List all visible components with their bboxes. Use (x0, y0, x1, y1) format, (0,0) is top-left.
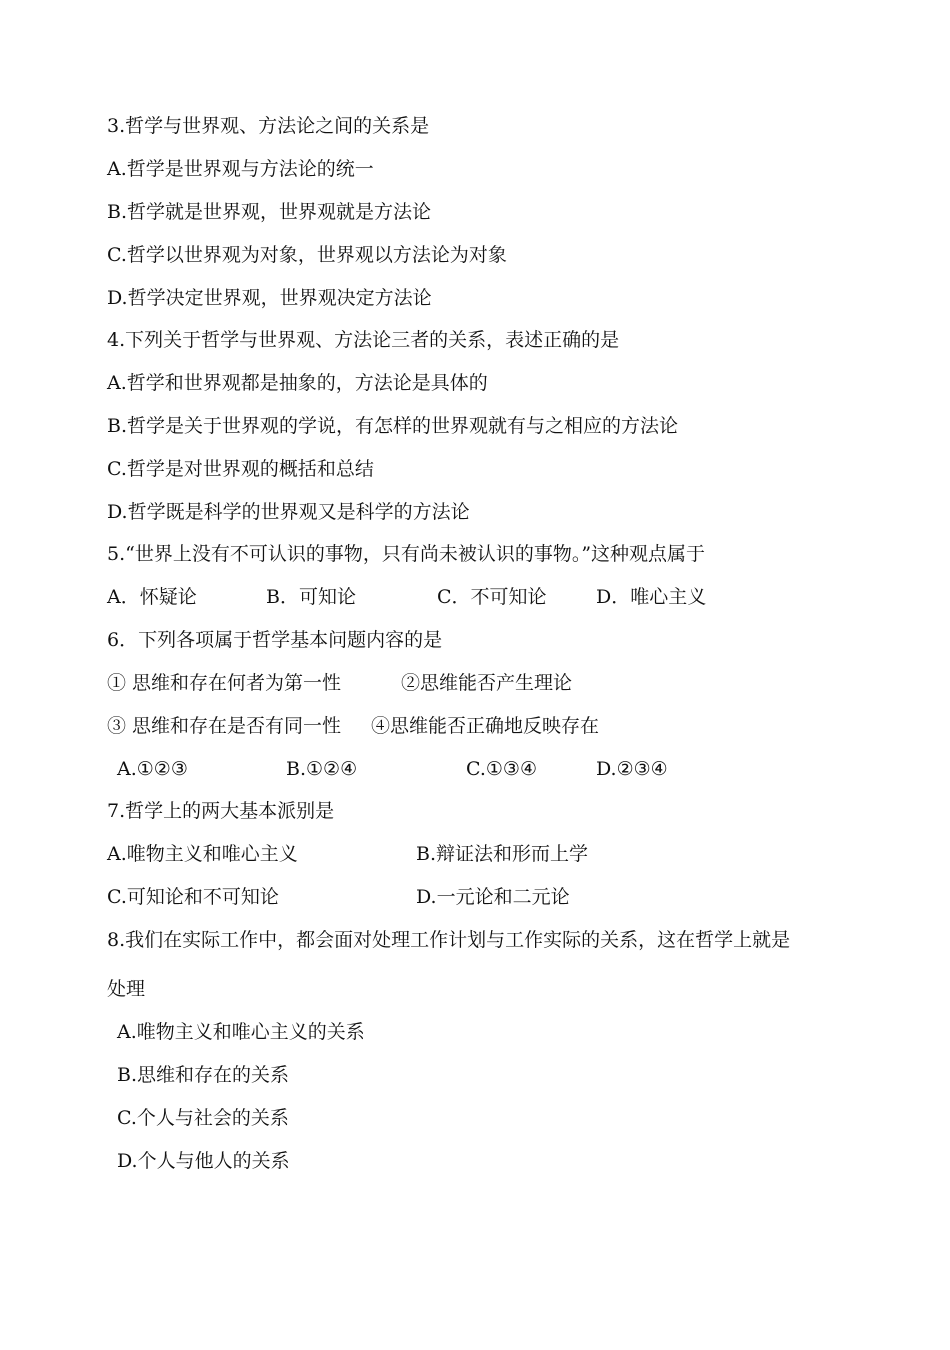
question-5-option-a: A．怀疑论 (107, 586, 197, 608)
question-5-stem: 5.“世界上没有不可认识的事物，只有尚未被认识的事物。”这种观点属于 (107, 543, 706, 565)
question-4-option-a: A.哲学和世界观都是抽象的，方法论是具体的 (107, 372, 488, 394)
question-7-option-c: C.可知论和不可知论 (107, 886, 279, 908)
question-6-option-b: B.①②④ (286, 758, 358, 780)
question-6-item-1: ① 思维和存在何者为第一性 (107, 672, 342, 694)
question-7-stem: 7.哲学上的两大基本派别是 (107, 800, 335, 822)
question-5-option-b: B．可知论 (266, 586, 356, 608)
question-5-option-c: C．不可知论 (437, 586, 547, 608)
question-6-stem: 6．下列各项属于哲学基本问题内容的是 (107, 629, 443, 651)
question-3-stem: 3.哲学与世界观、方法论之间的关系是 (107, 115, 430, 137)
question-4-option-c: C.哲学是对世界观的概括和总结 (107, 458, 374, 480)
question-3-option-c: C.哲学以世界观为对象，世界观以方法论为对象 (107, 244, 507, 266)
question-7-option-b: B.辩证法和形而上学 (416, 843, 589, 865)
question-6-option-a: A.①②③ (117, 758, 188, 780)
question-3-option-a: A.哲学是世界观与方法论的统一 (107, 158, 374, 180)
question-6-item-3: ③ 思维和存在是否有同一性 (107, 715, 342, 737)
question-8-option-a: A.唯物主义和唯心主义的关系 (117, 1021, 365, 1043)
question-7-option-a: A.唯物主义和唯心主义 (107, 843, 298, 865)
question-3-option-b: B.哲学就是世界观，世界观就是方法论 (107, 201, 432, 223)
question-8-option-d: D.个人与他人的关系 (117, 1150, 290, 1172)
question-6-option-d: D.②③④ (596, 758, 668, 780)
question-6-item-4: ④思维能否正确地反映存在 (371, 715, 600, 737)
question-7-option-d: D.一元论和二元论 (416, 886, 570, 908)
question-8-option-c: C.个人与社会的关系 (117, 1107, 289, 1129)
question-8-option-b: B.思维和存在的关系 (117, 1064, 290, 1086)
question-3-option-d: D.哲学决定世界观，世界观决定方法论 (107, 287, 432, 309)
question-6-item-2: ②思维能否产生理论 (401, 672, 573, 694)
question-8-stem-line-1: 8.我们在实际工作中，都会面对处理工作计划与工作实际的关系，这在哲学上就是 (107, 929, 791, 951)
question-8-stem-line-2: 处理 (107, 978, 146, 1000)
question-4-option-b: B.哲学是关于世界观的学说，有怎样的世界观就有与之相应的方法论 (107, 415, 679, 437)
question-5-option-d: D．唯心主义 (596, 586, 707, 608)
question-6-option-c: C.①③④ (466, 758, 537, 780)
question-4-option-d: D.哲学既是科学的世界观又是科学的方法论 (107, 501, 470, 523)
question-4-stem: 4.下列关于哲学与世界观、方法论三者的关系，表述正确的是 (107, 329, 620, 351)
